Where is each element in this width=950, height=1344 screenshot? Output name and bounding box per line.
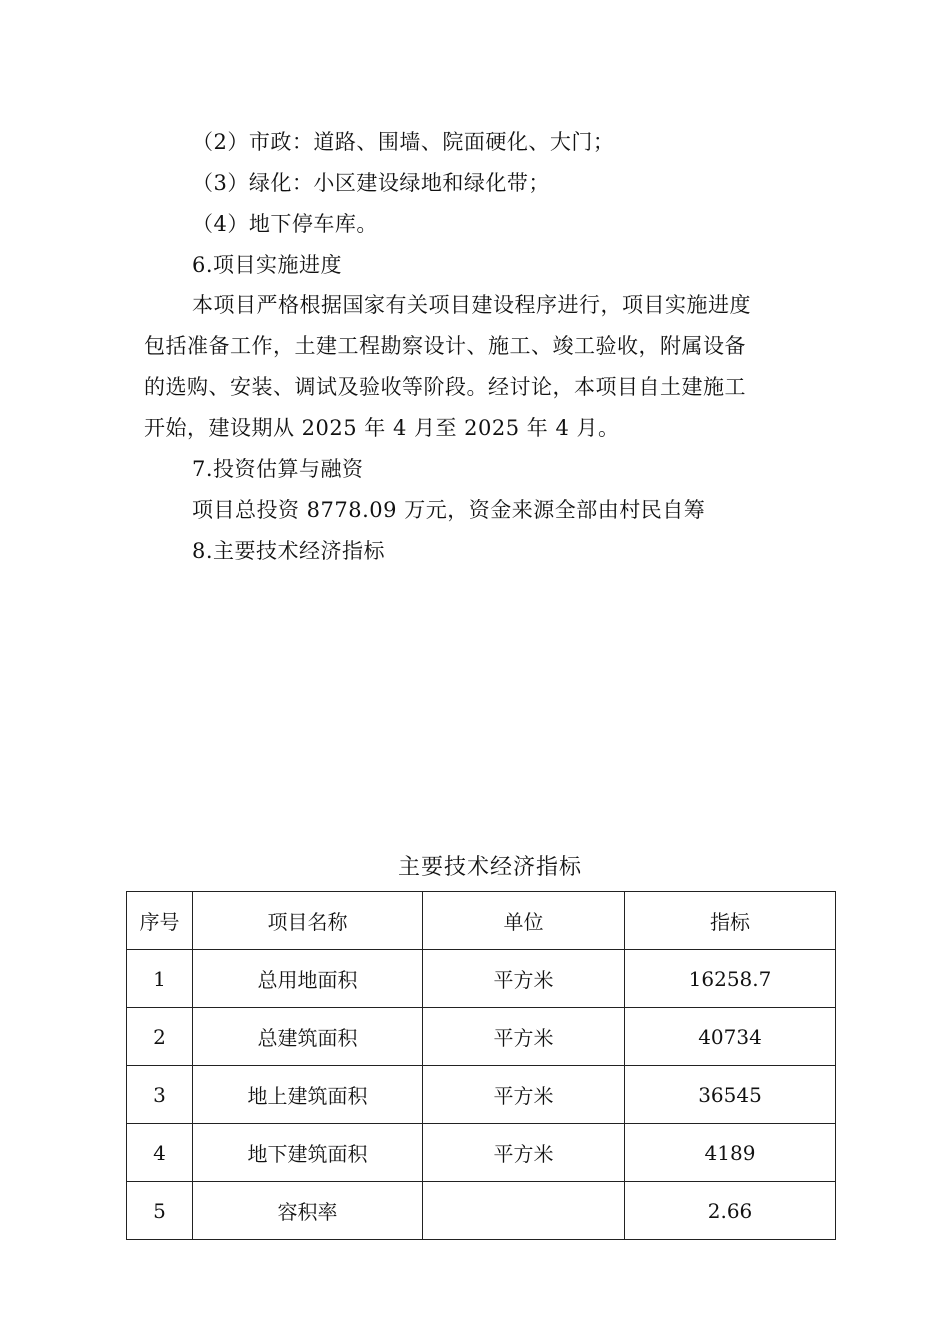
cell-item-name: 总用地面积 xyxy=(193,950,423,1008)
heading-schedule: 6.项目实施进度 xyxy=(192,253,343,277)
table-row xyxy=(127,1182,836,1240)
header-index: 序号 xyxy=(127,892,193,950)
table-title: 主要技术经济指标 xyxy=(397,855,582,880)
cell-unit: 平方米 xyxy=(423,1066,625,1124)
schedule-text-line-4: 开始，建设期从 2025 年 4 月至 2025 年 4 月。 xyxy=(144,416,620,440)
cell-index: 5 xyxy=(127,1182,193,1240)
cell-item-name: 总建筑面积 xyxy=(193,1008,423,1066)
cell-index: 2 xyxy=(127,1008,193,1066)
cell-index: 3 xyxy=(127,1066,193,1124)
cell-index: 4 xyxy=(127,1124,193,1182)
item-greening: （3）绿化：小区建设绿地和绿化带； xyxy=(192,171,550,195)
cell-indicator: 40734 xyxy=(625,1008,836,1066)
cell-item-name: 容积率 xyxy=(193,1182,423,1240)
table-row xyxy=(127,1008,836,1066)
header-item-name: 项目名称 xyxy=(193,892,423,950)
cell-unit: 平方米 xyxy=(423,1124,625,1182)
cell-indicator: 2.66 xyxy=(625,1182,836,1240)
cell-indicator: 16258.7 xyxy=(625,950,836,1008)
schedule-text-line-3: 的选购、安装、调试及验收等阶段。经讨论，本项目自土建施工 xyxy=(144,375,746,399)
item-municipal: （2）市政：道路、围墙、院面硬化、大门； xyxy=(192,130,615,154)
schedule-text-line-1: 本项目严格根据国家有关项目建设程序进行，项目实施进度 xyxy=(192,293,751,317)
table-row xyxy=(127,1124,836,1182)
cell-item-name: 地下建筑面积 xyxy=(193,1124,423,1182)
header-unit: 单位 xyxy=(423,892,625,950)
cell-index: 1 xyxy=(127,950,193,1008)
investment-text: 项目总投资 8778.09 万元，资金来源全部由村民自筹 xyxy=(192,498,706,522)
item-parking: （4）地下停车库。 xyxy=(192,212,378,236)
header-indicator: 指标 xyxy=(625,892,836,950)
cell-item-name: 地上建筑面积 xyxy=(193,1066,423,1124)
cell-unit xyxy=(423,1182,625,1240)
cell-unit: 平方米 xyxy=(423,1008,625,1066)
heading-investment: 7.投资估算与融资 xyxy=(192,457,364,481)
schedule-text-line-2: 包括准备工作，土建工程勘察设计、施工、竣工验收，附属设备 xyxy=(144,334,746,358)
table-header-row xyxy=(127,892,836,950)
cell-indicator: 4189 xyxy=(625,1124,836,1182)
cell-indicator: 36545 xyxy=(625,1066,836,1124)
table-row xyxy=(127,950,836,1008)
indicators-table xyxy=(126,891,836,1240)
cell-unit: 平方米 xyxy=(423,950,625,1008)
heading-indicators: 8.主要技术经济指标 xyxy=(192,539,386,563)
table-row xyxy=(127,1066,836,1124)
